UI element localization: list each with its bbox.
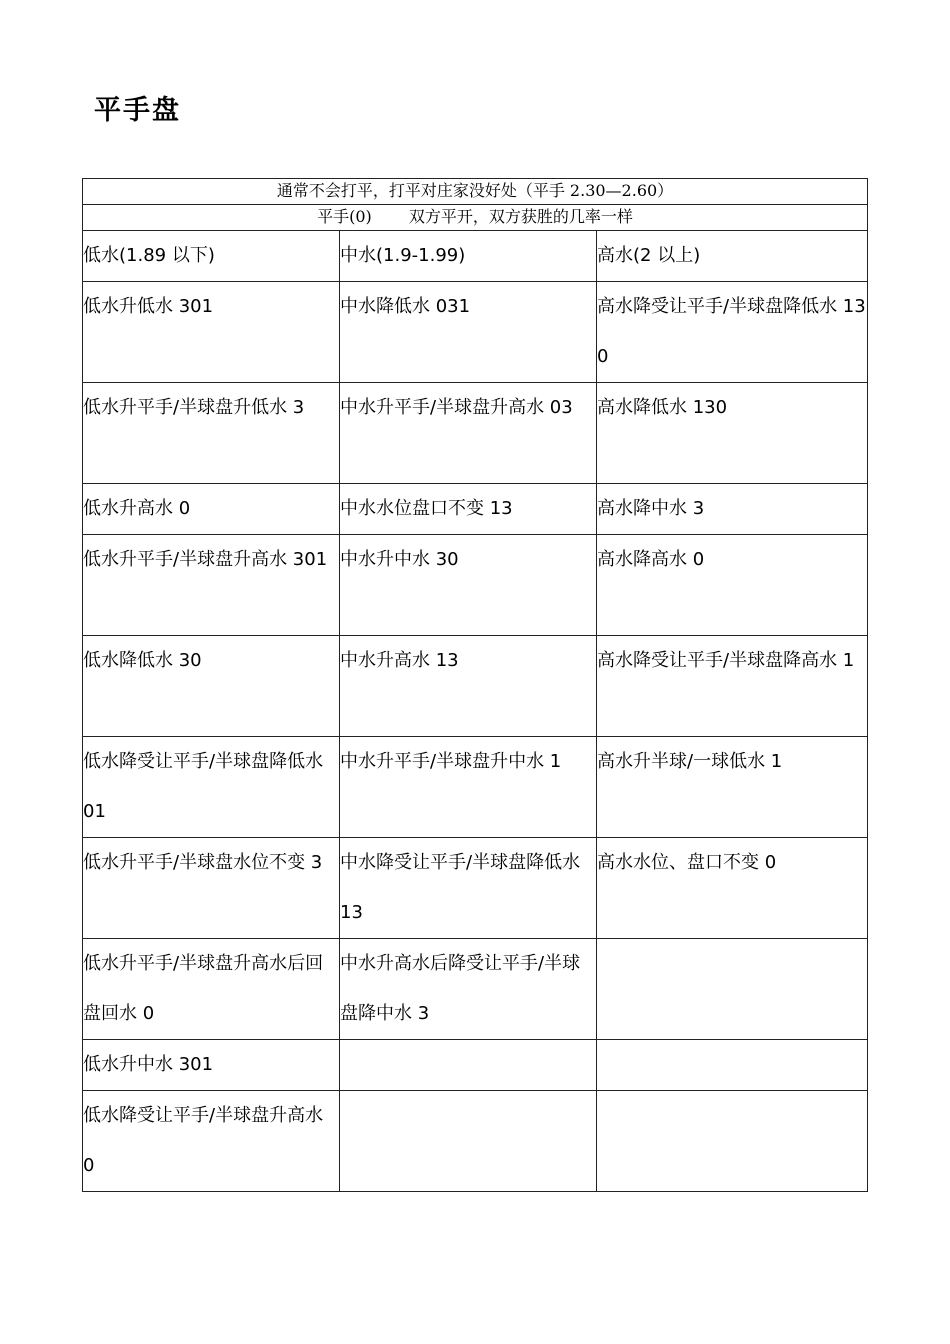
banner-description: 平手(0) 双方平开，双方获胜的几率一样 [83, 205, 868, 231]
table-cell: 中水降低水 031 [340, 282, 597, 383]
table-cell [597, 1040, 868, 1091]
table-cell: 高水降低水 130 [597, 383, 868, 484]
table-row [83, 1091, 868, 1192]
table-cell: 中水水位盘口不变 13 [340, 484, 597, 535]
table-row [83, 737, 868, 838]
table-row [83, 484, 868, 535]
page-title: 平手盘 [94, 95, 181, 126]
table-row [83, 1040, 868, 1091]
table-cell: 高水降受让平手/半球盘降高水 1 [597, 636, 868, 737]
table-cell [597, 939, 868, 1040]
table-header-row [83, 231, 868, 282]
table-cell: 中水升平手/半球盘升中水 1 [340, 737, 597, 838]
table-row [83, 383, 868, 484]
table-row [83, 535, 868, 636]
table-cell: 中水降受让平手/半球盘降低水 13 [340, 838, 597, 939]
table-cell: 低水升平手/半球盘水位不变 3 [83, 838, 340, 939]
table-cell: 低水降受让平手/半球盘降低水 01 [83, 737, 340, 838]
table-cell: 中水升中水 30 [340, 535, 597, 636]
table-cell: 低水降低水 30 [83, 636, 340, 737]
table-cell: 高水降中水 3 [597, 484, 868, 535]
table-cell [340, 1040, 597, 1091]
header-high-water: 高水(2 以上) [597, 231, 868, 282]
table-row [83, 838, 868, 939]
header-low-water: 低水(1.89 以下) [83, 231, 340, 282]
table-cell: 低水升平手/半球盘升低水 3 [83, 383, 340, 484]
table-cell: 中水升高水 13 [340, 636, 597, 737]
table-cell: 中水升高水后降受让平手/半球盘降中水 3 [340, 939, 597, 1040]
table-cell: 低水降受让平手/半球盘升高水 0 [83, 1091, 340, 1192]
banner-note: 通常不会打平，打平对庄家没好处（平手 2.30—2.60） [83, 179, 868, 205]
table-cell: 低水升低水 301 [83, 282, 340, 383]
header-mid-water: 中水(1.9-1.99) [340, 231, 597, 282]
table-cell: 高水降高水 0 [597, 535, 868, 636]
table-row [83, 636, 868, 737]
table-row [83, 939, 868, 1040]
table-cell: 低水升平手/半球盘升高水 301 [83, 535, 340, 636]
table-cell [597, 1091, 868, 1192]
table-cell: 低水升高水 0 [83, 484, 340, 535]
table-cell: 高水水位、盘口不变 0 [597, 838, 868, 939]
table-cell: 低水升中水 301 [83, 1040, 340, 1091]
handicap-table [82, 178, 868, 1192]
table-cell: 低水升平手/半球盘升高水后回盘回水 0 [83, 939, 340, 1040]
table-cell [340, 1091, 597, 1192]
table-cell: 高水降受让平手/半球盘降低水 130 [597, 282, 868, 383]
table-cell: 高水升半球/一球低水 1 [597, 737, 868, 838]
table-cell: 中水升平手/半球盘升高水 03 [340, 383, 597, 484]
table-row [83, 282, 868, 383]
